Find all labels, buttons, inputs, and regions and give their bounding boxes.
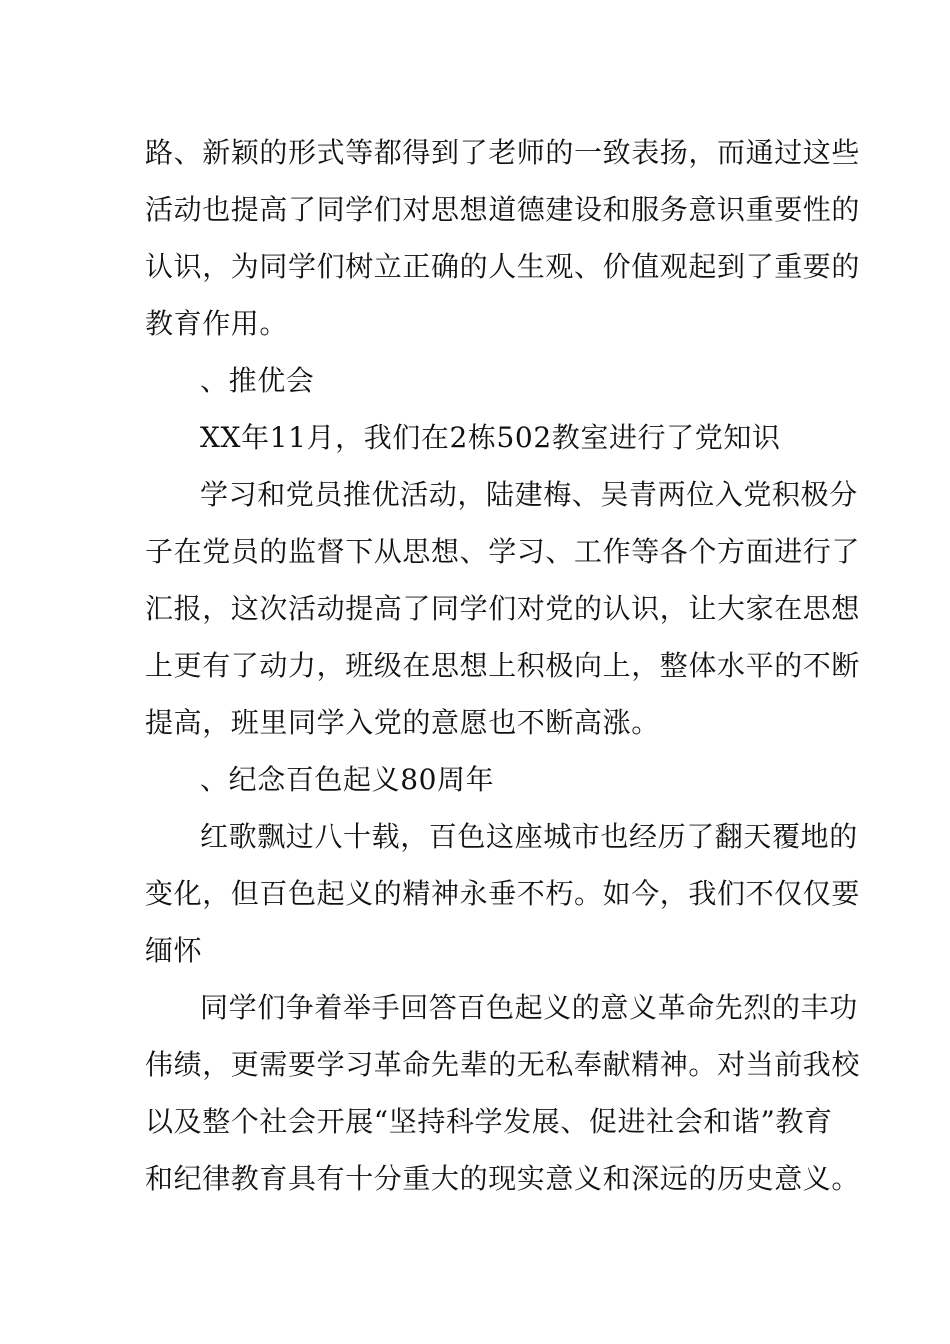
text-line: 红歌飘过八十载，百色这座城市也经历了翻天覆地的	[200, 820, 858, 853]
text-line: 教育作用。	[145, 307, 289, 340]
text-line: 路、新颖的形式等都得到了老师的一致表扬，而通过这些	[145, 136, 861, 169]
text-line: 汇报，这次活动提高了同学们对党的认识，让大家在思想	[145, 592, 861, 625]
text-line: 伟绩，更需要学习革命先辈的无私奉献精神。对当前我校	[145, 1048, 861, 1081]
section-heading: 、推优会	[200, 364, 315, 397]
text-line: 同学们争着举手回答百色起义的意义革命先烈的丰功	[200, 991, 858, 1024]
text-line: 以及整个社会开展“坚持科学发展、促进社会和谐”教育	[145, 1105, 833, 1138]
text-line: 缅怀	[145, 934, 203, 967]
text-line: 和纪律教育具有十分重大的现实意义和深远的历史意义。	[145, 1162, 861, 1195]
text-line: 提高，班里同学入党的意愿也不断高涨。	[145, 706, 660, 739]
section-heading: 、纪念百色起义80周年	[200, 763, 495, 796]
text-line: 学习和党员推优活动，陆建梅、吴青两位入党积极分	[200, 478, 858, 511]
text-line: 活动也提高了同学们对思想道德建设和服务意识重要性的	[145, 193, 861, 226]
text-line: 上更有了动力，班级在思想上积极向上，整体水平的不断	[145, 649, 861, 682]
text-line: 认识，为同学们树立正确的人生观、价值观起到了重要的	[145, 250, 861, 283]
text-line: 子在党员的监督下从思想、学习、工作等各个方面进行了	[145, 535, 861, 568]
text-line: 变化，但百色起义的精神永垂不朽。如今，我们不仅仅要	[145, 877, 861, 910]
text-line: XX年11月，我们在2栋502教室进行了党知识	[200, 421, 781, 454]
